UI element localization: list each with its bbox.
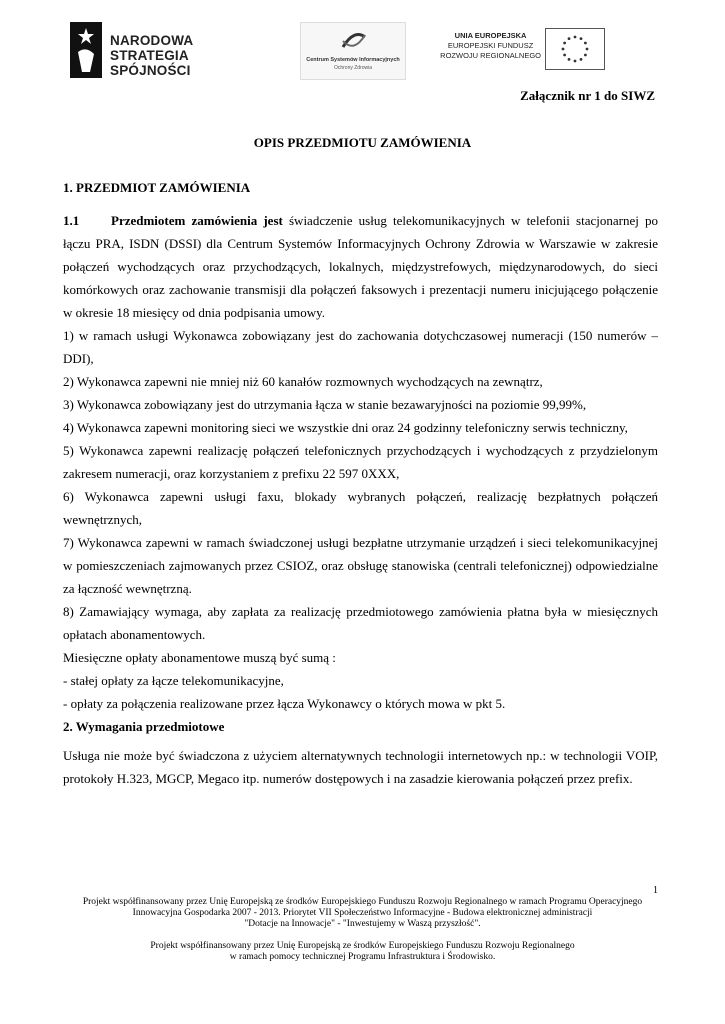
- footer-line: "Dotacje na Innowacje" - "Inwestujemy w Waszą przyszłość".: [244, 919, 481, 929]
- section2-heading: 2. Wymagania przedmiotowe: [63, 719, 225, 734]
- swirl-icon: [339, 27, 369, 55]
- nss-line1: NARODOWA: [110, 33, 194, 48]
- document-title: OPIS PRZEDMIOTU ZAMÓWIENIA: [253, 135, 472, 150]
- list-item: 5) Wykonawca zapewni realizację połączeń telefonicznych przychodzących i wychodzących z przydzielonym zakresem numeracji, oraz korzystaniem z prefixu 22 597 0XXX,: [63, 443, 658, 481]
- attachment-label: Załącznik nr 1 do SIWZ: [520, 88, 655, 103]
- nss-line2: STRATEGIA SPÓJNOŚCI: [110, 48, 191, 78]
- csioz-name: Centrum Systemów Informacyjnych: [306, 57, 400, 63]
- section2-text: Usługa nie może być świadczona z użyciem alternatywnych technologii internetowych np.: w technologii VOIP, protokoły H.323, MGCP, Megaco itp. numerów dostępowych i na zasadzie kierowania połączeń przez prefix.: [63, 748, 658, 786]
- header-logos: [0, 0, 725, 90]
- footer-funding-2: [40, 941, 685, 963]
- list-item: 4) Wykonawca zapewni monitoring sieci we wszystkie dni oraz 24 godzinny telefoniczny serwis techniczny,: [63, 420, 628, 435]
- list-item: 7) Wykonawca zapewni w ramach świadczonej usługi bezpłatne utrzymanie urządzeń i sieci telekomunikacyjnej w pomieszczeniach zajmowanych przez CSIOZ, oraz obsługę stanowiska (centrali telefonicznej) odpowiedzialne za łączność wewnętrzną.: [63, 535, 658, 596]
- paragraph-1-1: [63, 209, 658, 324]
- footer-line: Projekt współfinansowany przez Unię Europejską ze środków Europejskiego Funduszu Rozwoju Regionalnego: [150, 941, 575, 951]
- list-item: 6) Wykonawca zapewni usługi faxu, blokady wybranych połączeń, realizację bezpłatnych połączeń wewnętrznych,: [63, 489, 658, 527]
- footer-funding-1: [40, 897, 685, 930]
- nss-logo-text: [110, 33, 270, 78]
- nss-logo: [70, 22, 270, 82]
- page-number: 1: [653, 885, 658, 896]
- nss-star-figure-icon: [70, 22, 102, 78]
- paragraph-number: 1.1: [63, 213, 80, 228]
- footer-line: w ramach pomocy technicznej Programu Infrastruktura i Środowisko.: [229, 952, 496, 962]
- footer-line: Projekt współfinansowany przez Unię Europejską ze środków Europejskiego Funduszu Rozwoju Regionalnego w ramach Programu Operacyjnego: [82, 897, 643, 907]
- paragraph-text: świadczenie usług telekomunikacyjnych w telefonii stacjonarnej po łączu PRA, ISDN (DSSI) dla Centrum Systemów Informacyjnych Ochrony Zdrowia w Warszawie w zakresie połączeń wychodzących oraz przychodzących, lokalnych, międzystrefowych, międzynarodowych, do sieci komórkowych oraz zachowanie transmisji dla połączeń faksowych i prezentacji numeru inicjującego połączenie w okresie 18 miesięcy od dnia podpisania umowy.: [63, 213, 658, 320]
- list-item: 3) Wykonawca zobowiązany jest do utrzymania łącza w stanie bezawaryjności na poziomie 99,99%,: [63, 397, 587, 412]
- eu-line2: EUROPEJSKI FUNDUSZ: [447, 41, 534, 50]
- list-item: 1) w ramach usługi Wykonawca zobowiązany jest do zachowania dotychczasowej numeracji (150 numerów –DDI),: [63, 328, 658, 366]
- csioz-sub: Ochrony Zdrowia: [333, 65, 373, 71]
- footer-line: Innowacyjna Gospodarka 2007 - 2013. Priorytet VII Społeczeństwo Informacyjne - Budowa elektronicznej administracji: [132, 908, 593, 918]
- list-item: 2) Wykonawca zapewni nie mniej niż 60 kanałów rozmownych wychodzących na zewnątrz,: [63, 374, 543, 389]
- fee-item: - opłaty za połączenia realizowane przez łącza Wykonawcy o których mowa w pkt 5.: [63, 696, 506, 711]
- eu-logo: [440, 28, 605, 68]
- fees-intro: Miesięczne opłaty abonamentowe muszą być sumą :: [63, 650, 336, 665]
- document-body: [63, 209, 658, 790]
- eu-line3: ROZWOJU REGIONALNEGO: [440, 51, 541, 60]
- fee-item: - stałej opłaty za łącze telekomunikacyjne,: [63, 673, 284, 688]
- section1-heading: 1. PRZEDMIOT ZAMÓWIENIA: [63, 180, 251, 195]
- eu-flag-icon: [545, 28, 605, 70]
- csioz-logo: [300, 22, 406, 80]
- eu-logo-text: [440, 31, 541, 61]
- eu-line1: UNIA EUROPEJSKA: [454, 31, 527, 40]
- list-item: 8) Zamawiający wymaga, aby zapłata za realizację przedmiotowego zamówienia płatna była w miesięcznych opłatach abonamentowych.: [63, 604, 658, 642]
- paragraph-lead: Przedmiotem zamówienia jest: [111, 213, 283, 228]
